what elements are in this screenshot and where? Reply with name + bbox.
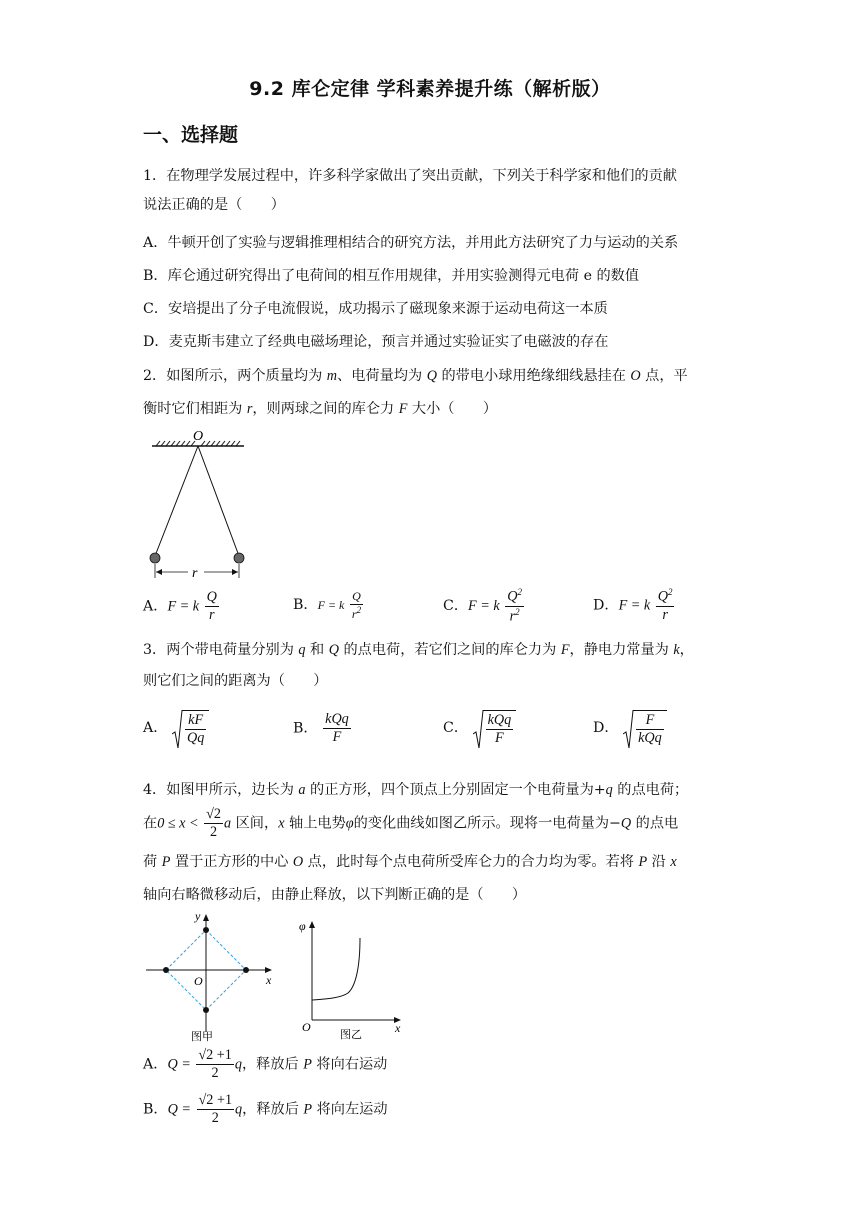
q2-pendulum-figure: [140, 428, 260, 580]
q2-line1: 2．如图所示，两个质量均为 m、电荷量均为 Q 的带电小球用绝缘细线悬挂在 O 点，平: [143, 368, 688, 384]
q4-fig-a-label-x: x: [266, 973, 272, 987]
q4-line3: 荷 P 置于正方形的中心 O 点，此时每个点电荷所受库仑力的合力均为零。若将 P 沿 x: [143, 854, 677, 870]
q4-fig-a-label-y: y: [195, 910, 201, 923]
q1-option-b: B．库仑通过研究得出了电荷间的相互作用规律，并用实验测得元电荷 e 的数值: [143, 268, 640, 284]
q4-fig-b-label-phi: φ: [299, 919, 306, 933]
q4-fig-b-label-x: x: [395, 1021, 401, 1035]
q4-line4: 轴向右略微移动后，由静止释放，以下判断正确的是（ ）: [143, 887, 527, 903]
q4-figure-b: [296, 916, 412, 1042]
section-heading: 一、选择题: [143, 124, 239, 146]
q4-line1: 4．如图甲所示，边长为 a 的正方形，四个顶点上分别固定一个电荷量为+q 的点电荷；: [143, 782, 689, 798]
q2-option-d: D．F = k $\frac{Q^2}{r}$: [593, 587, 673, 623]
q4-fig-b-caption: 图乙: [340, 1029, 362, 1041]
q3-option-a: A． $\frac{kF}{Qq}$: [143, 710, 209, 746]
q1-option-d: D．麦克斯韦建立了经典电磁场理论，预言并通过实验证实了电磁波的存在: [143, 334, 609, 350]
q1-line2: 说法正确的是（ ）: [143, 197, 285, 213]
q3-option-c: C． $\frac{\text{kQq}}{F}$: [443, 710, 516, 746]
q2-fig-label-r: r: [192, 566, 198, 580]
q4-line2: 在0 ≤ x < $\frac{√2}{2}$ a 区间，x 轴上电势φ的变化曲线如图乙所示。现将一电荷量为−Q 的点电: [143, 806, 679, 840]
q4-phi-curve: [312, 938, 360, 1000]
q3-line1: 3．两个带电荷量分别为 q 和 Q 的点电荷，若它们之间的库仑力为 F，静电力常量为 k，: [143, 642, 694, 658]
q2-option-a: A．F = k $\frac{Q}{r}$: [143, 589, 217, 623]
q1-option-c: C．安培提出了分子电流假说，成功揭示了磁现象来源于运动电荷这一本质: [143, 301, 608, 317]
q4-fig-b-label-o: O: [302, 1020, 311, 1034]
q2-ball-right: [234, 553, 244, 563]
q4-figure-a: [140, 910, 280, 1046]
q1-option-a: A．牛顿开创了实验与逻辑推理相结合的研究方法，并用此方法研究了力与运动的关系: [143, 235, 679, 251]
q4-fig-a-caption: 图甲: [191, 1031, 213, 1043]
q4-option-b: B．Q = $\frac{√2 +1}{2}$ q，释放后 P 将向左运动: [143, 1092, 388, 1126]
q3-line2: 则它们之间的距离为（ ）: [143, 673, 328, 689]
q2-line2: 衡时它们相距为 r，则两球之间的库仑力 F 大小（ ）: [143, 401, 498, 417]
q3-option-d: D． $\frac{F}{\text{kQq}}$: [593, 710, 667, 746]
q3-option-b: B． $\frac{\text{kQq}}{F}$: [293, 711, 349, 745]
q2-option-c: C．F = k $\frac{Q^2}{r^2}$: [443, 587, 522, 625]
q2-option-b: B．F = k $\frac{Q}{r^2}$: [293, 589, 362, 621]
q4-fig-a-label-o: O: [194, 974, 203, 988]
q1-line1: 1．在物理学发展过程中，许多科学家做出了突出贡献，下列关于科学家和他们的贡献: [143, 168, 677, 184]
page-title: 9.2 库仑定律 学科素养提升练（解析版）: [249, 78, 611, 100]
q4-option-a: A．Q = $\frac{√2 +1}{2}$ q，释放后 P 将向右运动: [143, 1047, 388, 1081]
q2-ball-left: [150, 553, 160, 563]
q2-fig-label-o: O: [193, 429, 204, 444]
